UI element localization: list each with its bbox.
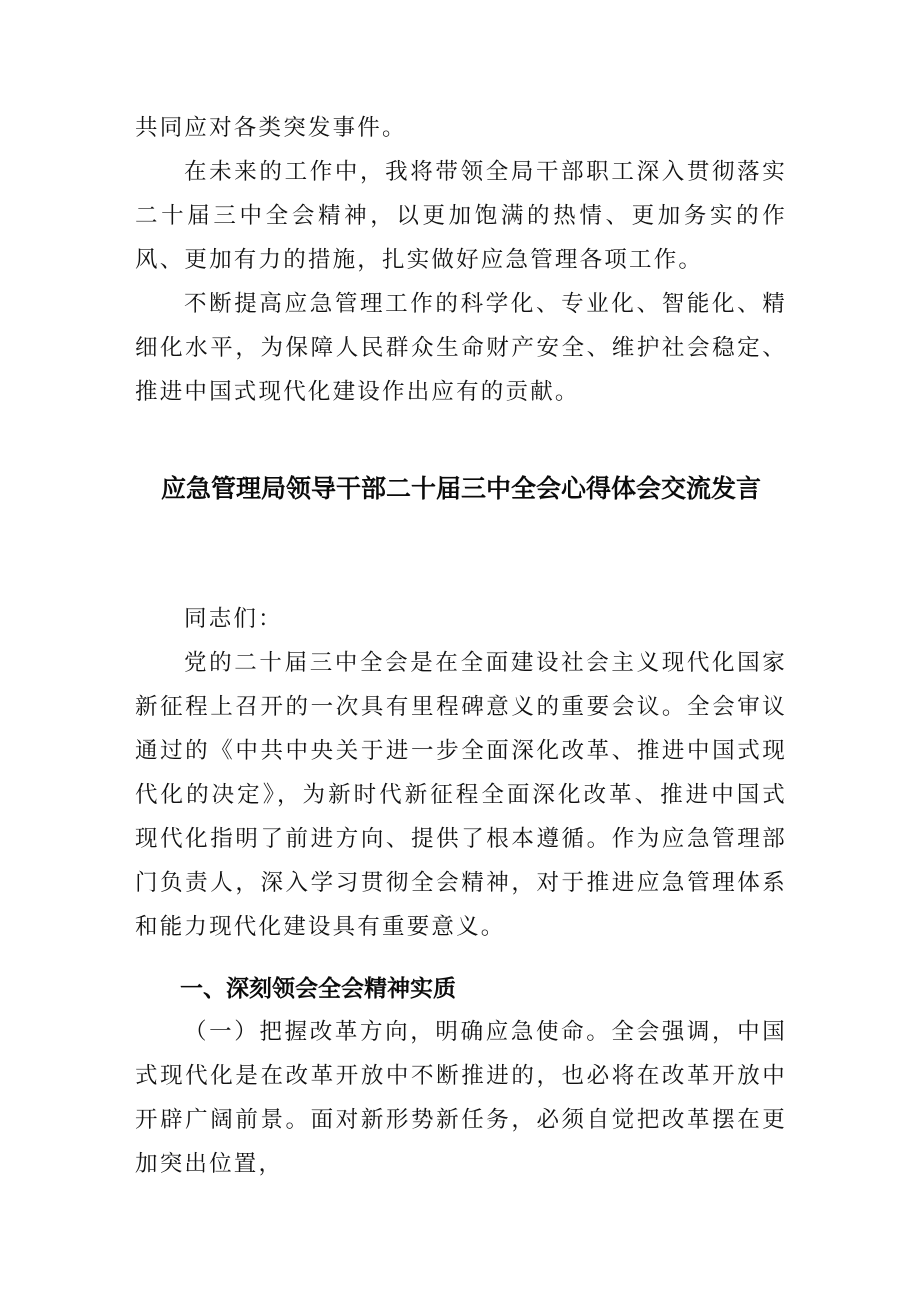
document-title: 应急管理局领导干部二十届三中全会心得体会交流发言 (160, 474, 761, 503)
paragraph-improve: 不断提高应急管理工作的科学化、专业化、智能化、精细化水平，为保障人民群众生命财产安全、维护社会稳定、推进中国式现代化建设作出应有的贡献。 (135, 291, 787, 405)
paragraph-continuation: 共同应对各类突发事件。 (135, 115, 407, 141)
salutation: 同志们： (184, 606, 283, 632)
paragraph-future-work: 在未来的工作中，我将带领全局干部职工深入贯彻落实二十届三中全会精神，以更加饱满的热情、更加务实的作风、更加有力的措施，扎实做好应急管理各项工作。 (135, 159, 787, 273)
section-heading-1: 一、深刻领会全会精神实质 (180, 976, 456, 1002)
paragraph-section1-1: （一）把握改革方向，明确应急使命。全会强调，中国式现代化是在改革开放中不断推进的，也必将在改革开放中开辟广阔前景。面对新形势新任务，必须自觉把改革摆在更加突出位置， (135, 1019, 787, 1177)
paragraph-intro: 党的二十届三中全会是在全面建设社会主义现代化国家新征程上召开的一次具有里程碑意义的重要会议。全会审议通过的《中共中央关于进一步全面深化改革、推进中国式现代化的决定》，为新时代新征程全面深化改革、推进中国式现代化指明了前进方向、提供了根本遵循。作为应急管理部门负责人，深入学习贯彻全会精神，对于推进应急管理体系和能力现代化建设具有重要意义。 (135, 650, 787, 940)
